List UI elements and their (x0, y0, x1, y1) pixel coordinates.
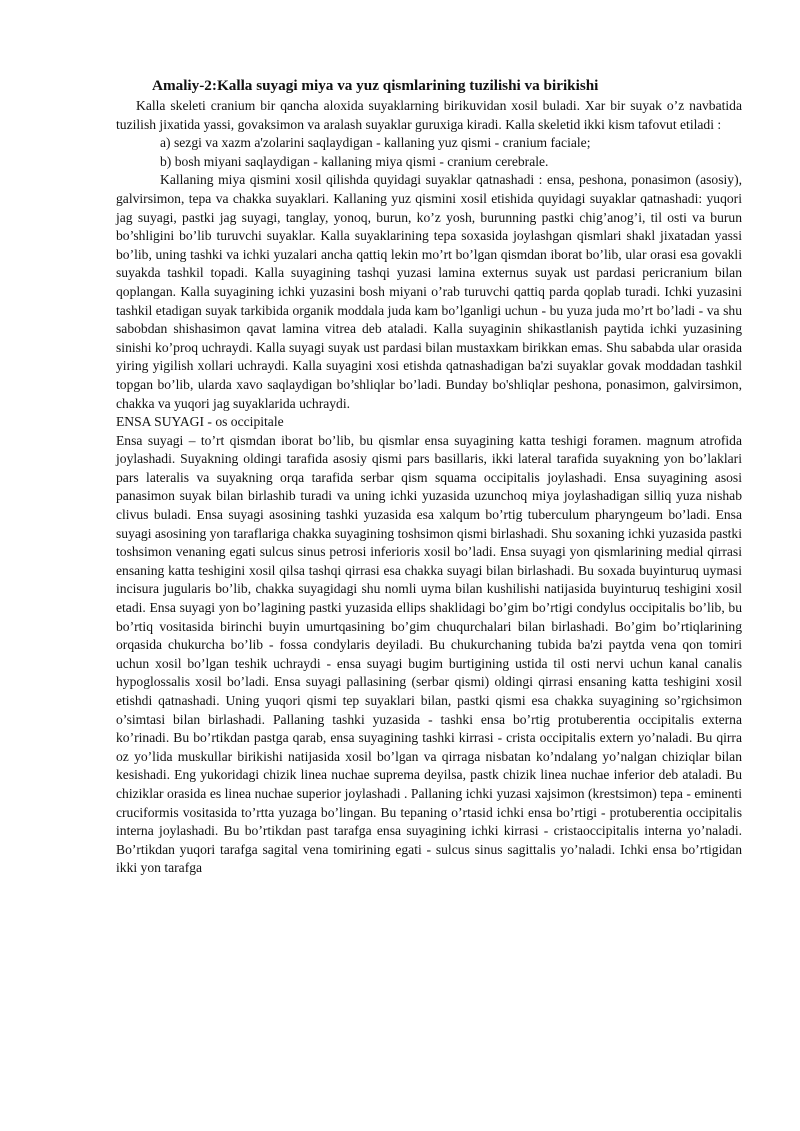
document-page (116, 76, 742, 878)
page-title: Amaliy-2:Kalla suyagi miya va yuz qismlarining tuzilishi va birikishi (152, 77, 599, 94)
list-item-b: b) bosh miyani saqlaydigan - kallaning miya qismi - cranium cerebrale. (160, 153, 549, 169)
list-item-a: a) sezgi va xazm a'zolarini saqlaydigan - kallaning yuz qismi - cranium faciale; (160, 135, 591, 151)
skull-bones-paragraph: Kallaning miya qismini xosil qilishda quyidagi suyaklar qatnashadi : ensa, peshona, ponasimon (asosiy), galvirsimon, tepa va chakka suyaklari. Kallaning yuz qismini xosil etishida quyidagi suyaklar qatnashadi: yuqori jag suyagi, pastki jag suyagi, tanglay, yonoq, burun, ko’z yosh, burunning pastki chig’anog’i, til osti va burun bo’shligini bo’lib turuvchi suyaklar. Kalla suyaklarining tepa soxasida joylashgan qismlari shakl jixatadan yassi bo’lib, uning tashki va ichki yuzalari ancha qattiq lekin mo’rt bo’lgan qismdan iborat bo’lib, ular orasi esa govakli suyakda tashkil topadi. Kalla suyagining tashqi yuzasi lamina externus suyak ust pardasi pericranium bilan qoplangan. Kalla suyagining ichki yuzasini bosh miyani o’rab turuvchi qattiq parda qoplab turadi. Ichki yuzasini tashkil etadigan suyak tarkibida organik moddala juda kam bo’lganligi uchun - bu yuza juda mo’rt bo’ladi - va shu sabobdan shishasimon qavat lamina vitrea deb ataladi. Kalla suyaginin shikastlanish paytida ichki yuzasining sinishi ko’proq uchraydi. Kalla suyagi suyak ust pardasi bilan mustaxkam birikkan emas. Shu sababda ular orasida yiring yigilish xollari uchraydi. Kalla suyagini xosi etishda qatnashadigan ba'zi suyaklar govak moddadan tashkil topgan bo’lib, ularda xavo saqlaydigan bo’shliqlar bo’ladi. Bunday bo'shliqlar peshona, ponasimon, galvirsimon, chakka va yuqori jag suyaklarida uchraydi. (116, 172, 742, 411)
section-heading: ENSA SUYAGI - os occipitale (116, 414, 284, 430)
occipital-bone-paragraph: Ensa suyagi – to’rt qismdan iborat bo’lib, bu qismlar ensa suyagining katta teshigi foramen. magnum atrofida joylashadi. Suyakning oldingi tarafida asosiy qismi pars basillaris, ikki lateral tarafida suyakning yon bo’laklari pars lateralis va suyakning orqa tarafida serbar qism squama occipitalis joylashadi. Ensa suyagining asosi panasimon suyak bilan birlashib turadi va uning ichki yuzasida uzunchoq miya joylashadigan silliq yuza nishab clivus buladi. Ensa suyagi asosining tashki yuzasida esa xalqum bo’rtig tuberculum pharyngeum bo’ladi. Ensa suyagi asosining yon taraflariga chakka suyagining toshsimon qismi birlashadi. Shu soxaning ichki yuzasida pastki toshsimon venaning egati sulcus sinus petrosi inferioris xosil bo’ladi. Ensa suyagi yon qismlarining medial qirrasi ensaning katta teshigini xosil qilsa tashqi qirrasi esa chakka suyagi bilan birlashadi. Bu soxada buyinturuq uymasi incisura jugularis bo’lib, chakka suyagidagi shu nomli uyma bilan kushilishi natijasida buyinturuq teshigini xosil etadi. Ensa suyagi yon bo’lagining pastki yuzasida ellips shaklidagi bo’gim bo’rtigi condylus occipitalis bo’lib, bu bo’rtiq vositasida birinchi buyin umurtqasining bo’gim chuqurchalari bilan birlashadi. Bo’gim bo’rtiqlarining orqasida chukurcha bo’lib - fossa condylaris deyiladi. Bu chukurchaning tubida ba'zi paytda vena qon tomiri uchun xosil bo’lgan teshik uchraydi - ensa suyagi bugim burtigining ustida til osti nervi uchun kanal canalis hypoglossalis xosil bo’ladi. Ensa suyagi pallasining (serbar qismi) oldingi qirrasi ensaning katta teshigini xosil etishdi qatnashadi. Uning yuqori qismi tep suyaklari bilan, pastki qismi esa chakka suyagining so’rgichsimon o’simtasi bilan birlashadi. Pallaning tashki yuzasida - tashki ensa bo’rtig protuberentia occipitalis externa ko’rinadi. Bu bo’rtikdan pastga qarab, ensa suyagining tashki kirrasi - crista occipitalis extern yo’naladi. Bu qirra oz yo’lida muskullar birikishi natijasida xosil bo’lgan va qirraga nisbatan ko’ndalang yo’nalgan chiziqlar bilan kesishadi. Eng yukoridagi chizik linea nuchae suprema deyilsa, pastk chizik linea nuchae inferior deb ataladi. Bu chiziklar orasida es linea nuchae superior joylashadi . Pallaning ichki yuzasi xajsimon (krestsimon) tepa - eminenti cruciformis vositasida to’rtta yuzaga bo’lingan. Bu tepaning o’rtasid ichki ensa bo’rtigi - protuberentia occipitalis interna joylashadi. Bu bo’rtikdan past tarafga ensa suyagining ichki kirrasi - cristaoccipitalis interna yo’naladi. Bo’rtikdan yuqori tarafga sagital vena tomirining egati - sulcus sinus sagittalis yo’naladi. Ichki ensa bo’rtigidan ikki yon tarafga (116, 432, 742, 876)
intro-paragraph: Kalla skeleti cranium bir qancha aloxida suyaklarning birikuvidan xosil buladi. Xar bir suyak o’z navbatida tuzilish jixatida yassi, govaksimon va aralash suyaklar guruxiga kiradi. Kalla skeletid ikki kism tafovut etiladi : (116, 98, 742, 132)
